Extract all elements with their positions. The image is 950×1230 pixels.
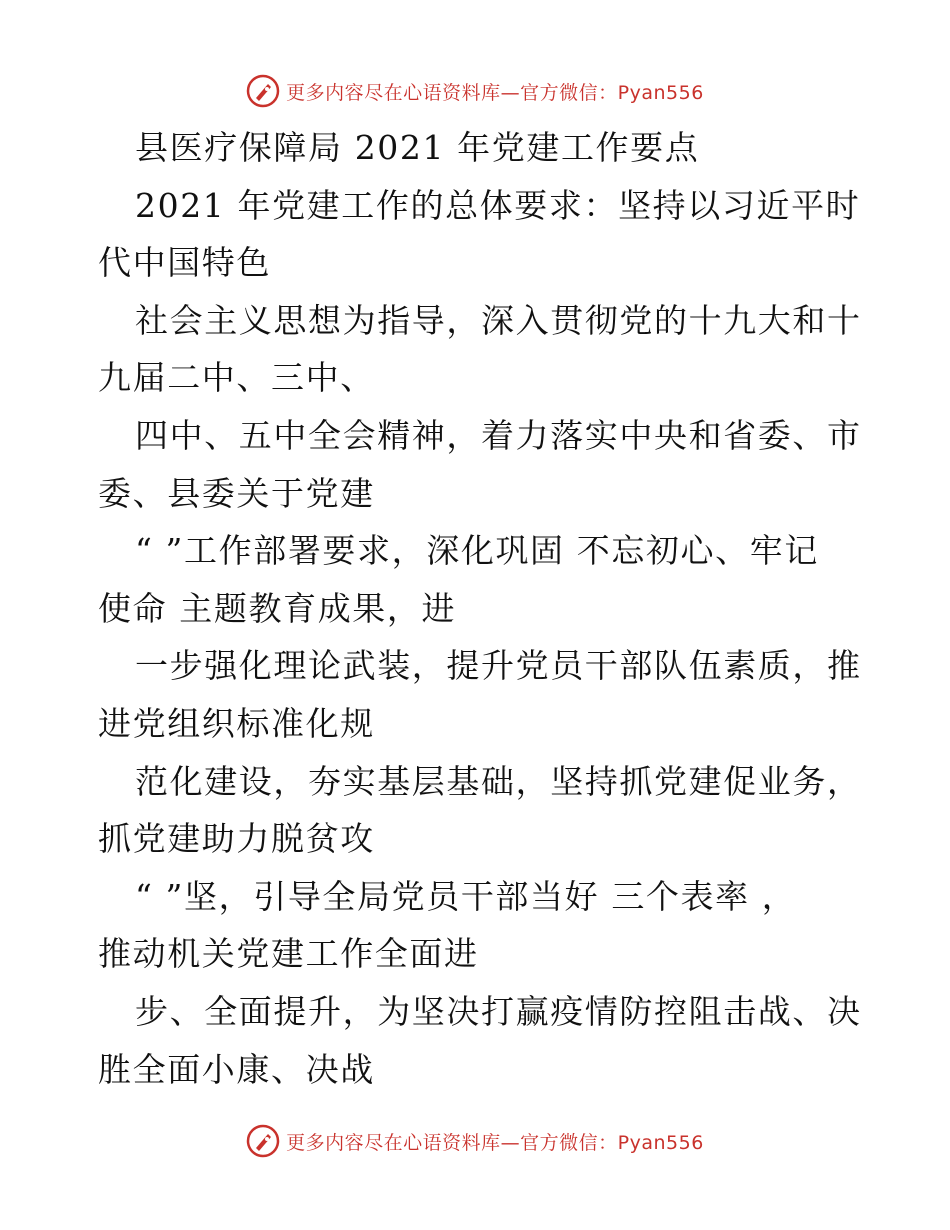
text-line: “ ”工作部署要求，深化巩固 不忘初心、牢记 xyxy=(135,531,819,571)
text-line: 步、全面提升，为坚决打赢疫情防控阻击战、决 xyxy=(135,991,862,1031)
text-line: 一步强化理论武装，提升党员干部队伍素质，推 xyxy=(135,646,862,686)
watermark-text: 更多内容尽在心语资料库—官方微信：Pyan556 xyxy=(286,81,704,104)
text-line: 九届二中、三中、 xyxy=(98,358,375,398)
text-line: 胜全面小康、决战 xyxy=(98,1049,375,1089)
watermark-banner-top xyxy=(0,71,950,111)
pen-nib-logo-icon xyxy=(246,1124,280,1158)
text-line: 使命 主题教育成果，进 xyxy=(98,588,457,628)
text-line: 抓党建助力脱贫攻 xyxy=(98,819,375,859)
text-line: 2021 年党建工作的总体要求：坚持以习近平时 xyxy=(135,185,861,225)
text-line: 推动机关党建工作全面进 xyxy=(98,934,479,974)
document-body xyxy=(98,119,862,1098)
watermark-banner-bottom xyxy=(0,1121,950,1161)
text-line: “ ”坚，引导全局党员干部当好 三个表率 ， xyxy=(135,876,797,916)
text-line: 委、县委关于党建 xyxy=(98,473,375,513)
text-line: 代中国特色 xyxy=(98,243,271,283)
text-line: 范化建设，夯实基层基础，坚持抓党建促业务， xyxy=(135,761,862,801)
text-line: 四中、五中全会精神，着力落实中央和省委、市 xyxy=(135,415,862,455)
pen-nib-logo-icon xyxy=(246,74,280,108)
text-line: 进党组织标准化规 xyxy=(98,703,375,743)
text-line: 社会主义思想为指导，深入贯彻党的十九大和十 xyxy=(135,300,862,340)
document-title: 县医疗保障局 2021 年党建工作要点 xyxy=(135,128,700,167)
watermark-text: 更多内容尽在心语资料库—官方微信：Pyan556 xyxy=(286,1131,704,1154)
